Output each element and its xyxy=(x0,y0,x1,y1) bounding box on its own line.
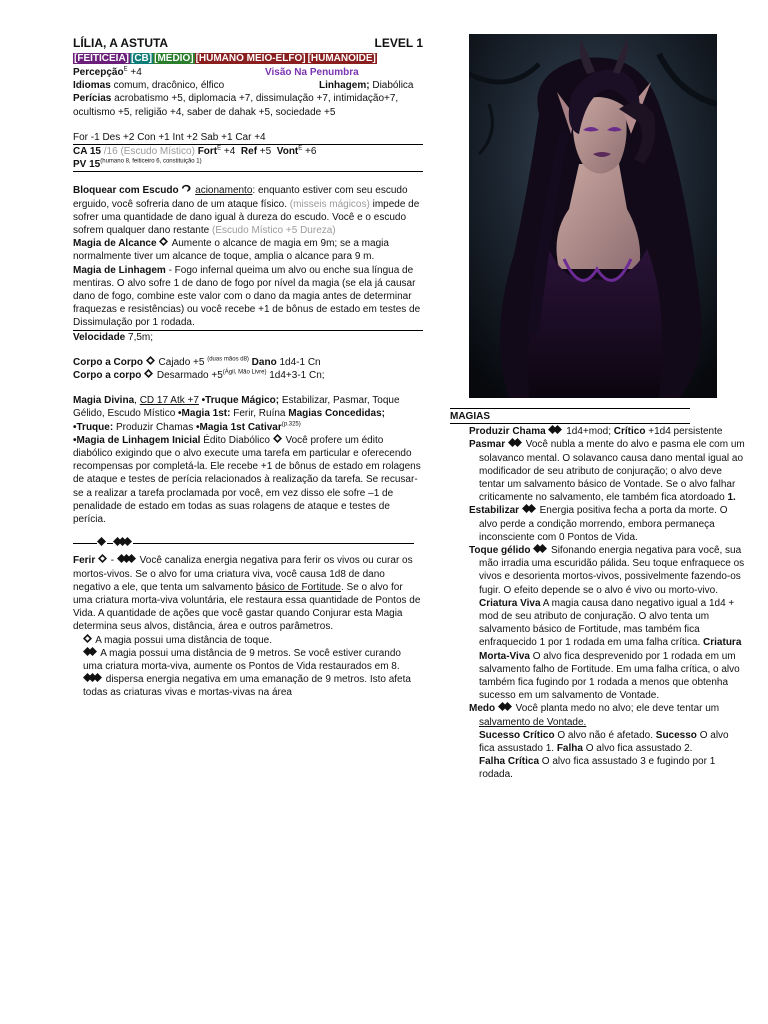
two-actions-icon xyxy=(83,648,98,659)
divider xyxy=(450,423,690,424)
first-rank-list: Ferir, Ruína xyxy=(230,408,289,420)
melee-attack-staff xyxy=(73,356,423,369)
failure-label: Falha xyxy=(556,743,583,755)
ref-label: Ref xyxy=(240,146,258,158)
granted-first-label: •Magia 1st Cativar xyxy=(195,421,282,433)
success-text: O alvo fica assustado 1. xyxy=(479,729,729,755)
harm-three-actions xyxy=(73,673,423,699)
harm-two-actions-text: A magia possui uma distância de 9 metros. Se você estiver curando uma criatura morta-viva, aumente os Pontos de Vida restaurados em 8. xyxy=(83,647,401,672)
spell-name: Estabilizar xyxy=(469,505,520,517)
crit-text: +1d4 persistente xyxy=(645,426,723,438)
initial-lineage-spell xyxy=(73,434,423,526)
harm-one-action-text: A magia possui uma distância de toque. xyxy=(93,634,273,646)
melee-text: Desarmado +5 xyxy=(154,370,223,382)
cantrip-label: •Truque Mágico; xyxy=(198,395,280,407)
one-action-icon xyxy=(83,635,93,646)
perception-line xyxy=(73,66,423,79)
two-actions-icon xyxy=(498,703,513,714)
lineage-spell-text: - Fogo infernal queima um alvo ou enche sua língua de mentiras. O alvo sofre 1 de dano de fogo por nível da magia (se ela já causar dano de fogo, combine este valor com o dano da magia antes de determinar fraquezas e resistências) ou você recebe +1 de bônus de estado em testes de Dissimulação por 1 rodada. xyxy=(73,264,421,329)
undead-label: Criatura Morta-Viva xyxy=(479,637,742,662)
right-column xyxy=(450,408,745,782)
one-action-icon xyxy=(144,370,154,381)
left-column xyxy=(73,36,423,700)
spell-text-end: 1. xyxy=(727,492,736,504)
melee-label: Corpo a Corpo xyxy=(73,356,143,368)
two-actions-icon xyxy=(548,426,563,437)
spell-name: Pasmar xyxy=(469,439,506,451)
damage-label: Dano xyxy=(248,356,277,368)
shield-block-label: Bloquear com Escudo xyxy=(73,185,179,197)
speed-label: Velocidade xyxy=(73,331,126,343)
trait-tag: [MÉDIO] xyxy=(154,53,194,64)
initial-lineage-text: Você profere um édito diabólico exigindo que o alvo execute uma tarefa em particular e oferecendo recompensas por completá-la. Ele recebe +1 de bônus de estado em rolagens de ataque e testes de perícia relacionados à realização da tarefa. Se recusar-se a realizar a tarefa proclamada por você, em vez disso ele sofre –1 de penalidade de estado em todas as suas rolagens de ataque e testes de perícia. xyxy=(73,434,421,526)
divider xyxy=(450,408,690,409)
hp-note: (humano 8, feiticeiro 6, constituição 1) xyxy=(100,158,202,165)
initial-lineage-name: Édito Diabólico xyxy=(200,434,273,446)
three-actions-icon xyxy=(83,674,103,685)
perception-sup: E xyxy=(123,66,128,73)
fear-outcomes xyxy=(450,729,745,755)
ac-extra: /16 (Escudo Místico) xyxy=(100,146,198,158)
harm-spell: Ferir - Você canaliza energia negativa para ferir os vivos ou curar os mortos-vivos. Se o alvo for uma criatura viva, você causa 1d8 de dano negativo a ele, que tenta um salvamento básico de Fortitude. Se o alvo for uma criatura morta-viva voluntária, ele restaura essa quantidade de Pontos de Vida. A quantidade de ações que você gastar quando Conjurar esta Magia determina seus alvos, distância, área e outros parâmetros. xyxy=(73,555,421,633)
harm-text-2: . Se o alvo for uma criatura morta-viva voluntária, ele restaura essa quantidade de Pontos de Vida. A quantidade de ações que você gastar quando Conjurar esta Magia determina seus alvos, distância, área e outros parâmetros. xyxy=(73,581,421,633)
reach-spell-ability xyxy=(73,237,423,263)
spell-name: Medo xyxy=(469,703,496,715)
ac-label: CA 15 xyxy=(73,146,101,158)
fear-crit-failure xyxy=(450,755,745,781)
reach-spell-label: Magia de Alcance xyxy=(73,238,157,250)
section-divider xyxy=(73,538,423,548)
title-row xyxy=(73,36,423,51)
attributes-line: For -1 Des +2 Con +1 Int +2 Sab +1 Car +4 xyxy=(73,131,266,143)
melee-traits: (duas mãos d8) xyxy=(207,356,249,363)
shield-block-ability xyxy=(73,184,423,237)
fear-save: salvamento de Vontade. xyxy=(479,716,587,728)
crit-success-label: Sucesso Crítico xyxy=(479,729,555,741)
perception-label: Percepção xyxy=(73,67,124,78)
skills-label: Perícias xyxy=(73,93,112,105)
spell-text: O alvo fica desprevenido por 1 rodada em um salvamento falho de Fortitude. Em uma falha crítica, o alvo também fica fugindo por 1 rodada a menos que obtenha sucesso em um salvamento de Vontade. xyxy=(479,650,740,702)
spell-text: Você nubla a mente do alvo e pasma ele com um solavanco mental. O solavanco causa dano mental igual ao modificador de seu atributo de conjuração; o alvo deve tentar um salvamento básico de Vontade. Se o alvo falhar criticamente no salvamento, ele também fica atordoado xyxy=(479,439,745,504)
spell-text: 1d4+mod; xyxy=(563,426,614,438)
first-rank-label: •Magia 1st: xyxy=(178,408,231,420)
lineage-value: Diabólica xyxy=(369,80,414,92)
granted-cantrip: Produzir Chamas xyxy=(113,421,196,433)
languages-value: comum, dracônico, élfico xyxy=(110,80,225,92)
one-action-icon xyxy=(273,435,283,446)
damage-value: 1d4+3-1 Cn; xyxy=(266,370,325,382)
lineage-spell-label: Magia de Linhagem xyxy=(73,264,166,276)
trait-tag: [CB] xyxy=(131,53,153,64)
fort-label: Fort xyxy=(197,146,218,158)
harm-text-1: Você canaliza energia negativa para ferir os vivos ou curar os mortos-vivos. Se o alvo for uma criatura viva, você causa 1d8 de dano negativo a ele, que tenta um salvamento xyxy=(73,555,413,593)
reaction-icon xyxy=(181,185,195,196)
shield-block-trigger: acionamento xyxy=(195,185,253,197)
granted-spells-line xyxy=(73,421,423,434)
crit-failure-text: O alvo fica assustado 3 e fugindo por 1 rodada. xyxy=(479,756,716,781)
trait-tag: [HUMANOIDE] xyxy=(307,53,376,64)
speed-line xyxy=(73,331,423,344)
success-label: Sucesso xyxy=(655,729,697,741)
one-action-icon xyxy=(98,555,108,566)
defense-line xyxy=(73,145,423,158)
will-value: +6 xyxy=(302,146,317,158)
harm-two-actions xyxy=(73,647,423,673)
spell-name: Produzir Chama xyxy=(469,426,546,438)
failure-text: O alvo fica assustado 2. xyxy=(582,743,693,755)
three-actions-icon xyxy=(113,537,133,550)
trait-tag: [FEITICEIA] xyxy=(74,53,129,64)
spell-fear xyxy=(450,702,745,728)
granted-spells-label: Magias Concedidas; xyxy=(288,408,385,420)
skills-line xyxy=(73,92,423,118)
melee-label: Corpo a corpo xyxy=(73,370,142,382)
granted-first-sup: (p.325) xyxy=(281,421,301,428)
shield-block-text-2: impede de sofrer uma quantidade de dano igual à dureza do escudo. Você e o escudo sofrem qualquer dano restante xyxy=(73,198,420,237)
harm-three-actions-text: dispersa energia negativa em uma emanação de 9 metros. Isto afeta todas as criaturas vivas e mortas-vivas na área xyxy=(83,674,411,699)
granted-cantrip-label: •Truque: xyxy=(73,421,114,433)
perception-value: +4 xyxy=(127,67,142,78)
melee-attack-unarmed xyxy=(73,369,423,382)
spell-chill-touch xyxy=(450,544,745,702)
two-actions-icon xyxy=(508,439,523,450)
spells-heading-text: MAGIAS xyxy=(450,411,490,422)
vision-text: Visão Na Penumbra xyxy=(265,67,359,78)
languages-label: Idiomas xyxy=(73,80,111,92)
hp-line xyxy=(73,158,423,171)
hp-label: PV 15 xyxy=(73,159,101,171)
shield-block-gray-1: (misseis mágicos) xyxy=(287,198,370,210)
spell-text: Você planta medo no alvo; ele deve tentar um xyxy=(512,703,720,715)
two-actions-icon xyxy=(522,505,537,516)
shield-block-gray-2: (Escudo Místico +5 Dureza) xyxy=(211,225,336,237)
reach-spell-text: Aumente o alcance de magia em 9m; se a magia normalmente tiver um alcance de toque, amplia o alcance para 9 m. xyxy=(73,238,389,263)
initial-lineage-label: •Magia de Linhagem Inicial xyxy=(73,434,201,446)
character-name: LÍLIA, A ASTUTA xyxy=(73,36,169,50)
two-actions-icon xyxy=(533,545,548,556)
crit-label: Crítico xyxy=(613,426,646,438)
character-level: LEVEL 1 xyxy=(374,36,423,50)
will-sup: E xyxy=(298,145,303,152)
living-label: Criatura Viva xyxy=(479,597,541,609)
character-portrait xyxy=(469,34,717,398)
trait-tags xyxy=(73,52,423,66)
spell-text: Sifonando energia negativa para você, sua mão irradia uma escuridão pálida. Seu toque enfraquece os vivos e desorienta mortos-vivos, possivelmente fazendo-os fugir. O efeito depende se o alvo é vivo ou morto-vivo. xyxy=(479,545,745,596)
shield-block-text-1: : enquanto estiver com seu escudo erguido, você sofreria dano de um ataque físico. xyxy=(73,185,408,210)
speed-value: 7,5m; xyxy=(125,331,154,343)
ref-value: +5 xyxy=(257,146,272,158)
melee-text: Cajado +5 xyxy=(155,356,208,368)
fort-value: +4 xyxy=(221,146,236,158)
divine-spells-block: Magia Divina, CD 17 Atk +7 •Truque Mágico; Estabilizar, Pasmar, Toque Gélido, Escudo Místico •Magia 1st: Ferir, Ruína Magias Concedidas; xyxy=(73,395,400,420)
harm-label: Ferir xyxy=(73,555,96,567)
fort-sup: E xyxy=(217,145,222,152)
trait-tag: [HUMANO MEIO-ELFO] xyxy=(195,53,306,64)
crit-failure-label: Falha Crítica xyxy=(479,756,540,768)
spell-text: Energia positiva fecha a porta da morte. O alvo perde a condição morrendo, embora permaneça inconsciente com 0 Pontos de Vida. xyxy=(479,505,728,543)
harm-one-action xyxy=(73,634,423,647)
spell-produce-flame xyxy=(450,425,745,438)
damage-value: 1d4-1 Cn xyxy=(276,356,321,368)
melee-traits: (Ágil, Mão Livre) xyxy=(222,369,267,376)
cantrip-list: Estabilizar, Pasmar, Toque Gélido, Escudo Místico xyxy=(73,395,400,420)
one-action-icon xyxy=(159,238,169,249)
one-action-icon xyxy=(97,537,107,550)
harm-save-link: básico de Fortitude xyxy=(255,581,341,593)
crit-success-text: O alvo não é afetado. xyxy=(554,729,656,741)
lineage-label: Linhagem; xyxy=(319,80,370,92)
spell-name: Toque gélido xyxy=(469,545,531,557)
spells-heading xyxy=(450,410,745,423)
spell-dc: CD 17 Atk +7 xyxy=(139,395,199,407)
lineage-spell-ability xyxy=(73,264,423,330)
three-actions-icon xyxy=(117,555,137,566)
spell-daze xyxy=(450,438,745,504)
spell-text: A magia causa dano negativo igual a 1d4 + mod de seu atributo de conjuração. O alvo tenta um salvamento básico de Fortitude, mas também fica enfraquecido 1 por 1 rodada em uma falha crítica. xyxy=(479,597,735,649)
divine-spells-label: Magia Divina xyxy=(73,395,135,407)
languages-line xyxy=(73,79,423,92)
skills-value: acrobatismo +5, diplomacia +7, dissimulação +7, intimidação+7, ocultismo +5, religião +4, saber de dahak +5, sociedade +5 xyxy=(73,93,399,118)
one-action-icon xyxy=(146,357,156,368)
portrait-image xyxy=(469,34,717,398)
spell-stabilize xyxy=(450,504,745,544)
will-label: Vont xyxy=(276,146,299,158)
